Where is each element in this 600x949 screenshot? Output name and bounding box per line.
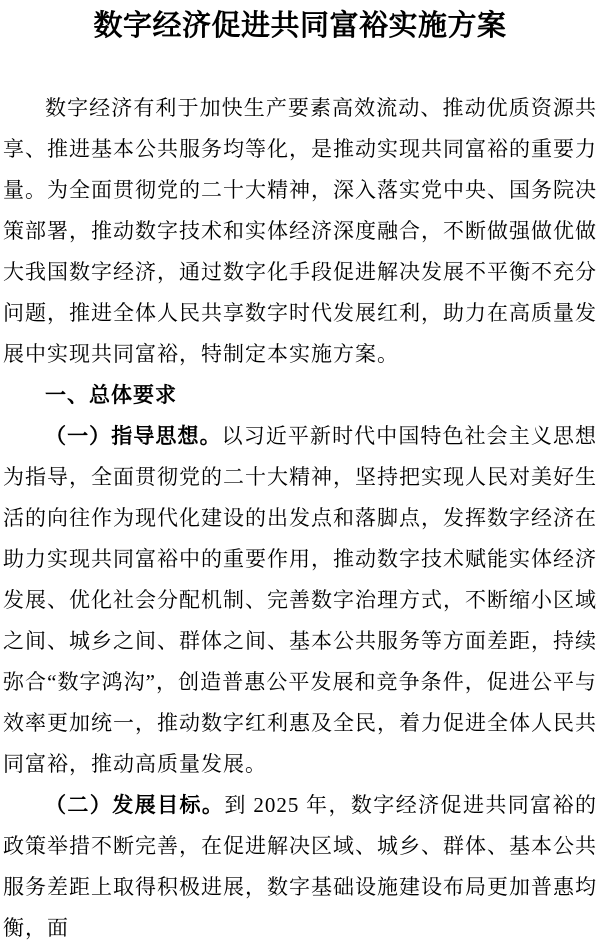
- section-heading-overall-requirements: 一、总体要求: [45, 384, 177, 407]
- development-goals-paragraph: [3, 785, 597, 949]
- guiding-ideology-paragraph: [3, 416, 597, 785]
- development-goals-text: 到 2025 年，数字经济促进共同富裕的政策举措不断完善，在促进解决区域、城乡、群体、基本公共服务差距上取得积极进展，数字基础设施建设布局更加普惠均衡，面: [3, 793, 598, 940]
- intro-paragraph: 数字经济有利于加快生产要素高效流动、推动优质资源共享、推进基本公共服务均等化，是推动实现共同富裕的重要力量。为全面贯彻党的二十大精神，深入落实党中央、国务院决策部署，推动数字技术和实体经济深度融合，不断做强做优做大我国数字经济，通过数字化手段促进解决发展不平衡不充分问题，推进全体人民共享数字时代发展红利，助力在高质量发展中实现共同富裕，特制定本实施方案。: [3, 96, 597, 366]
- guiding-ideology-lead: （一）指导思想。: [45, 424, 222, 448]
- development-goals-lead: （二）发展目标。: [45, 793, 225, 817]
- guiding-ideology-text: 以习近平新时代中国特色社会主义思想为指导，全面贯彻党的二十大精神，坚持把实现人民对美好生活的向往作为现代化建设的出发点和落脚点，发挥数字经济在助力实现共同富裕中的重要作用，推动数字技术赋能实体经济发展、优化社会分配机制、完善数字治理方式，不断缩小区域之间、城乡之间、群体之间、基本公共服务等方面差距，持续弥合“数字鸿沟”，创造普惠公平发展和竞争条件，促进公平与效率更加统一，推动数字红利惠及全民，着力促进全体人民共同富裕，推动高质量发展。: [3, 424, 598, 776]
- document-title: 数字经济促进共同富裕实施方案: [93, 10, 507, 42]
